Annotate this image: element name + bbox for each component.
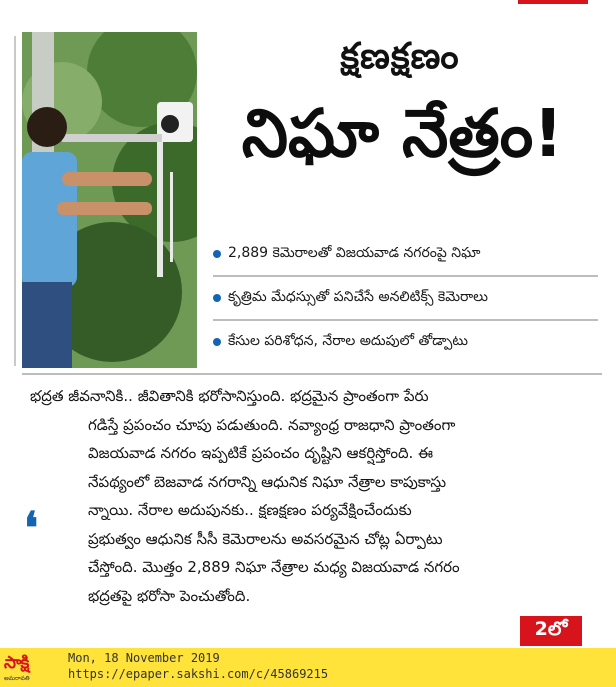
article-line: న్నాయి. నేరాల అదుపునకు.. క్షణక్షణం పర్యవేక్షించేందుకు: [88, 501, 412, 519]
logo-subtitle: అమరావతి: [4, 675, 30, 682]
list-item-text: కృత్రిమ మేధస్సుతో పనిచేసే అనలిటిక్స్ కెమెరాలు: [228, 288, 488, 305]
continued-page-badge[interactable]: 2లో: [520, 616, 582, 646]
section-divider: [22, 373, 602, 375]
article-body: [30, 382, 590, 610]
sakshi-logo: [4, 653, 62, 685]
logo-text: సాక్షి: [4, 653, 29, 673]
article-line: భద్రత జీవనానికి.. జీవితానికి భరోసానిస్తుంది. భద్రమైన ప్రాంతంగా పేరు: [30, 387, 429, 405]
list-item-text: 2,889 కెమెరాలతో విజయవాడ నగరంపై నిఘా: [228, 244, 481, 261]
article-line: గడిస్తే ప్రపంచం చూపు పడుతుంది. నవ్యాంధ్ర రాజధాని ప్రాంతంగా: [88, 415, 456, 434]
article-line: ప్రభుత్వం ఆధునిక సీసీ కెమెరాలను అవసరమైన చోట్ల ఏర్పాటు: [88, 529, 443, 548]
list-item: [213, 277, 598, 321]
article-line: విజయవాడ నగరం ఇప్పటికే ప్రపంచం దృష్టిని ఆకర్షిస్తోంది. ఈ: [88, 444, 433, 462]
quote-icon: ❛: [24, 503, 39, 554]
list-item: [213, 321, 598, 363]
edition-date: Mon, 18 November 2019: [68, 651, 220, 665]
top-accent-bar: [518, 0, 588, 4]
bullet-dot-icon: [213, 250, 221, 258]
article-line: నేపథ్యంలో బెజవాడ నగరాన్ని ఆధునిక నిఘా నేత్రాల కాపుకాస్తు: [88, 472, 447, 491]
list-item-text: కేసుల పరిశోధన, నేరాల అదుపులో తోడ్పాటు: [228, 332, 469, 349]
article-photo: [22, 32, 197, 368]
highlights-list: [213, 233, 598, 363]
article-line: చేస్తోంది. మొత్తం 2,889 నిఘా నేత్రాల మధ్య విజయవాడ నగరం: [88, 558, 460, 576]
bullet-dot-icon: [213, 294, 221, 302]
bullet-dot-icon: [213, 338, 221, 346]
headline-kicker: క్షణక్షణం: [340, 36, 460, 77]
list-item: [213, 233, 598, 277]
source-link[interactable]: https://epaper.sakshi.com/c/45869215: [68, 667, 329, 681]
article-line: భద్రతపై భరోసా పెంచుతోంది.: [88, 586, 251, 605]
side-rule: [14, 36, 16, 366]
headline: నిఘా నేత్రం!: [241, 95, 564, 172]
